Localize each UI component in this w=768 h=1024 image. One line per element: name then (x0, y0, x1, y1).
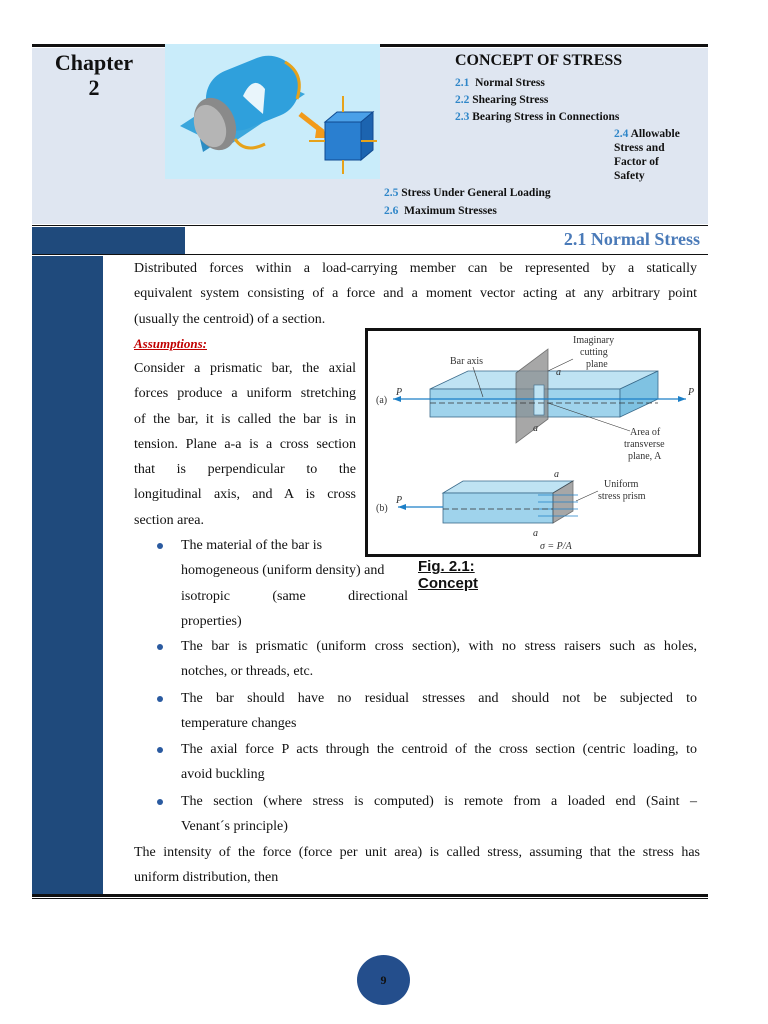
page-number: 9 (357, 955, 410, 1005)
stress-definition-paragraph: The intensity of the force (force per unit area) is called stress, assuming that the stress has uniform distribution, then (134, 845, 700, 886)
label-area-1: Area of (630, 427, 661, 438)
figure-normal-stress (365, 328, 701, 557)
label-a-top: a (556, 367, 561, 378)
chapter-word: Chapter (54, 50, 134, 75)
bullet-dot (157, 543, 165, 551)
bullet-item-residual: The bar should have no residual stresses and should not be subjected to temperature changes (181, 691, 697, 732)
toc-item-2-5[interactable]: 2.5 Stress Under General Loading (384, 187, 551, 199)
label-uniform-2: stress prism (598, 491, 646, 502)
bullet-dot (157, 747, 165, 755)
chapter-title: CONCEPT OF STRESS (455, 52, 623, 69)
header-bottom-rule (32, 225, 708, 226)
chapter-label (32, 50, 156, 100)
stress-cylinder-illustration (165, 44, 380, 179)
bullet-item-homogeneous: The material of the bar is homogeneous (uniform density) and isotropic (same directional properties) (181, 538, 408, 629)
bullet-dot (157, 696, 165, 704)
label-imaginary-3: plane (586, 359, 608, 370)
page-sidebar (32, 256, 103, 894)
figure-caption: Fig. 2.1: Concept (418, 558, 478, 592)
intro-paragraph: Distributed forces within a load-carrying member can be represented by a statically equivalent system consisting of a force and a moment vector acting at any arbitrary point (usually the centroid) of a section. (134, 261, 697, 327)
toc-item-2-3[interactable]: 2.3 Bearing Stress in Connections (455, 111, 620, 123)
bottom-rule (32, 894, 708, 897)
toc-item-2-2[interactable]: 2.2 Shearing Stress (455, 94, 549, 106)
bullet-dot (157, 644, 165, 652)
bottom-rule-thin (32, 898, 708, 899)
label-part-b: (b) (376, 503, 388, 514)
bullet-item-prismatic: The bar is prismatic (uniform cross section), with no stress raisers such as holes, notches, or threads, etc. (181, 639, 697, 680)
label-imaginary-2: cutting (580, 347, 608, 358)
label-bar-axis: Bar axis (450, 356, 484, 367)
section-band-accent (32, 227, 185, 254)
label-part-a: (a) (376, 395, 388, 406)
section-title: 2.1 Normal Stress (563, 229, 700, 249)
label-p-left-a: P (396, 387, 403, 398)
label-a-b-top: a (554, 469, 559, 480)
label-a-b-bottom: a (533, 528, 538, 539)
section-band (32, 227, 708, 254)
bullet-item-saint-venant: The section (where stress is computed) is remote from a loaded end (Saint – Venant´s principle) (181, 794, 697, 835)
label-imaginary-1: Imaginary (573, 335, 615, 346)
bullet-dot (157, 799, 165, 807)
label-p-left-b: P (396, 495, 403, 506)
label-sigma: σ = P/A (540, 541, 572, 552)
assumptions-heading: Assumptions: (134, 336, 207, 351)
toc-item-2-1[interactable]: 2.1 Normal Stress (455, 77, 545, 89)
label-uniform-1: Uniform (604, 479, 639, 490)
section-rule (32, 254, 708, 255)
label-area-2: transverse (624, 439, 665, 450)
bullet-item-centroid: The axial force P acts through the centroid of the cross section (centric loading, to avoid buckling (181, 742, 697, 783)
label-a-bottom: a (533, 423, 538, 434)
label-area-3: plane, A (628, 451, 662, 462)
label-p-right-a: P (688, 387, 695, 398)
chapter-number: 2 (88, 75, 100, 100)
toc-item-2-4[interactable]: 2.4 Allowable Stress and Factor of Safety (614, 128, 680, 182)
prismatic-bar-paragraph: Consider a prismatic bar, the axial forces produce a uniform stretching of the bar, it is called the bar is in tension. Plane a-a is a cross section that is perpendicular to the longitudinal axis, and A is cross section area. (134, 361, 356, 528)
toc-item-2-6[interactable]: 2.6 Maximum Stresses (384, 205, 497, 217)
